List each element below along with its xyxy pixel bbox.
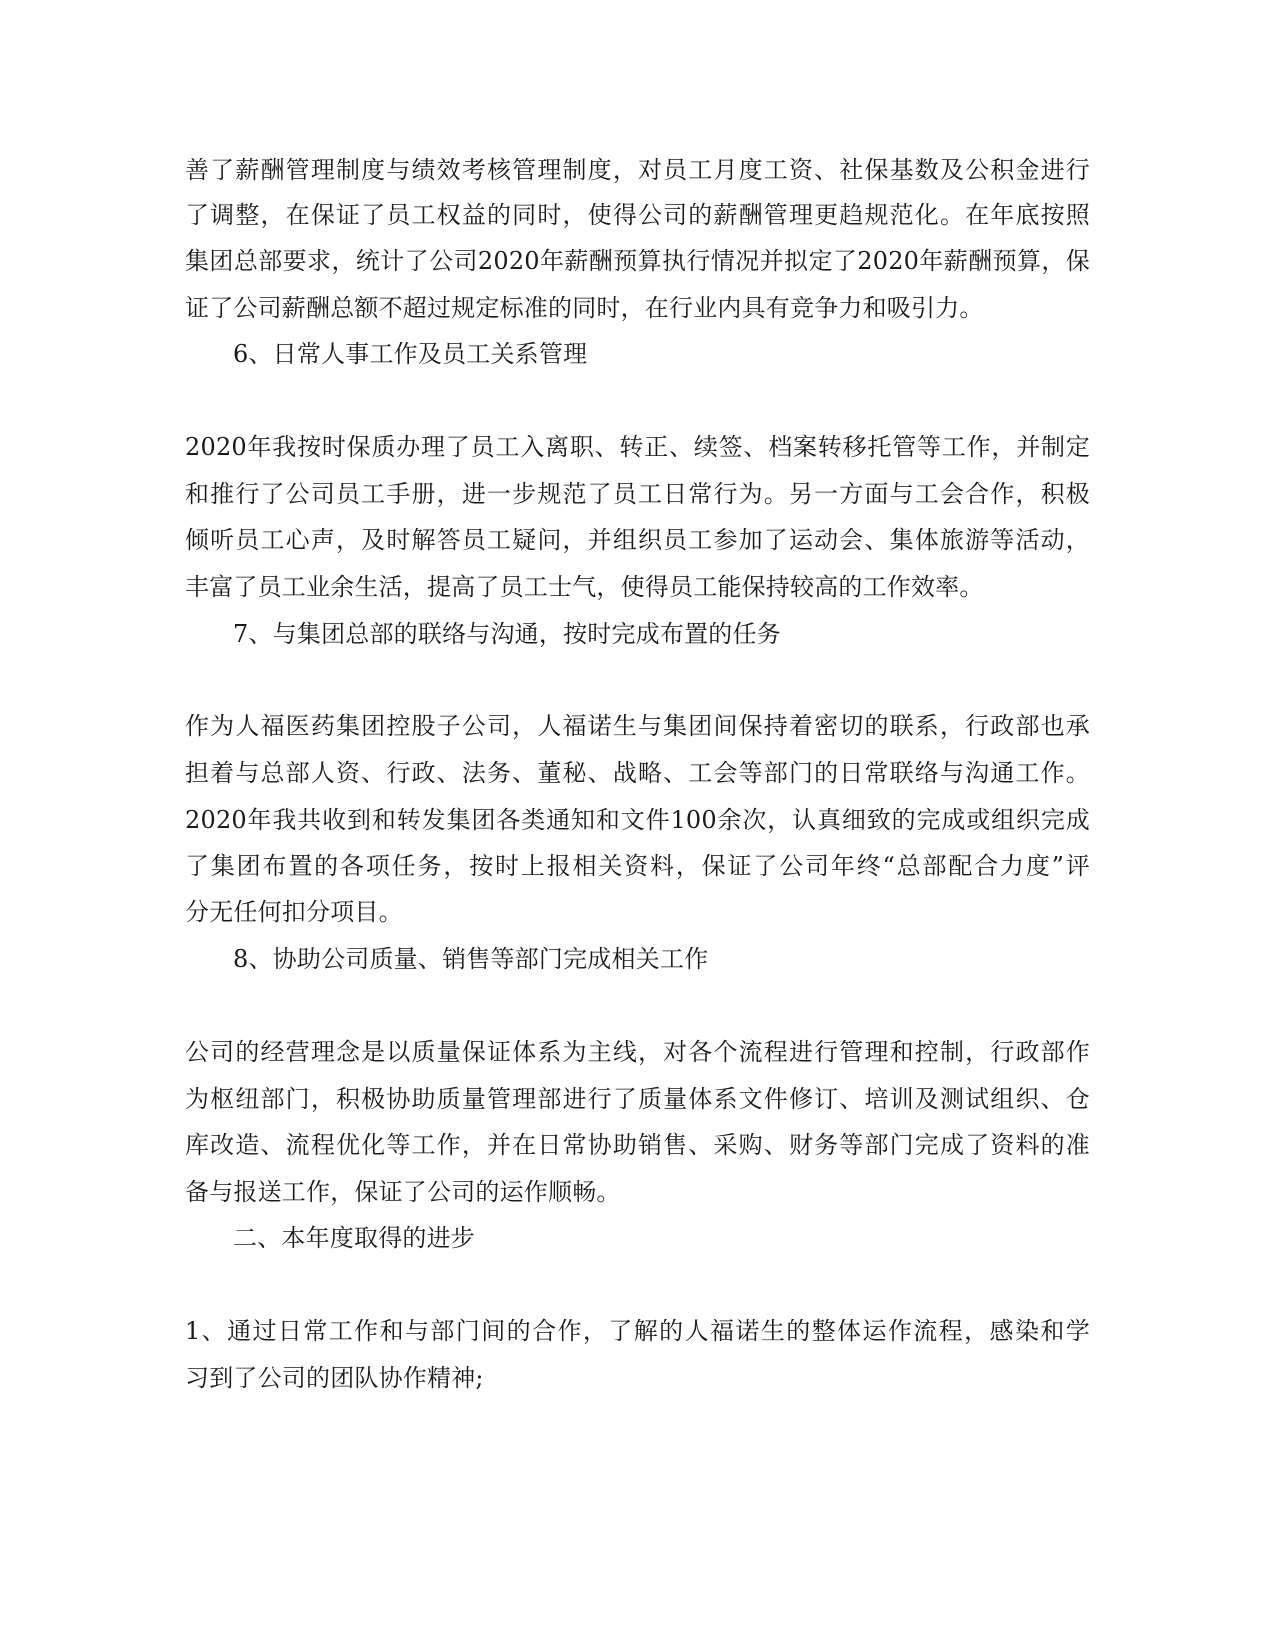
paragraph-line: 公司的经营理念是以质量保证体系为主线，对各个流程进行管理和控制，行政部作 — [185, 1038, 1090, 1066]
section-heading: 二、本年度取得的进步 — [233, 1224, 475, 1252]
paragraph-line: 为枢纽部门，积极协助质量管理部进行了质量体系文件修订、培训及测试组织、仓 — [185, 1085, 1090, 1113]
paragraph-line: 证了公司薪酬总额不超过规定标准的同时，在行业内具有竞争力和吸引力。 — [185, 294, 984, 322]
paragraph-line: 丰富了员工业余生活，提高了员工士气，使得员工能保持较高的工作效率。 — [185, 573, 984, 601]
paragraph-line: 2020年我共收到和转发集团各类通知和文件100余次，认真细致的完成或组织完成 — [185, 806, 1090, 834]
paragraph-line: 善了薪酬管理制度与绩效考核管理制度，对员工月度工资、社保基数及公积金进行 — [185, 156, 1090, 184]
paragraph-line: 担着与总部人资、行政、法务、董秘、战略、工会等部门的日常联络与沟通工作。 — [185, 759, 1090, 787]
section-heading: 6、日常人事工作及员工关系管理 — [233, 340, 588, 368]
section-heading: 7、与集团总部的联络与沟通，按时完成布置的任务 — [233, 620, 781, 648]
paragraph-line: 习到了公司的团队协作精神; — [185, 1364, 484, 1392]
paragraph-line: 作为人福医药集团控股子公司，人福诺生与集团间保持着密切的联系，行政部也承 — [185, 712, 1090, 740]
paragraph-line: 和推行了公司员工手册，进一步规范了员工日常行为。另一方面与工会合作，积极 — [185, 480, 1090, 508]
paragraph-line: 了调整，在保证了员工权益的同时，使得公司的薪酬管理更趋规范化。在年底按照 — [185, 201, 1090, 229]
section-heading: 8、协助公司质量、销售等部门完成相关工作 — [233, 945, 709, 973]
paragraph-line: 集团总部要求，统计了公司2020年薪酬预算执行情况并拟定了2020年薪酬预算，保 — [185, 247, 1090, 275]
paragraph-line: 倾听员工心声，及时解答员工疑问，并组织员工参加了运动会、集体旅游等活动， — [185, 526, 1090, 554]
paragraph-line: 1、通过日常工作和与部门间的合作，了解的人福诺生的整体运作流程，感染和学 — [185, 1317, 1090, 1345]
paragraph-line: 分无任何扣分项目。 — [185, 898, 403, 926]
paragraph-line: 库改造、流程优化等工作，并在日常协助销售、采购、财务等部门完成了资料的准 — [185, 1131, 1090, 1159]
paragraph-line: 2020年我按时保质办理了员工入离职、转正、续签、档案转移托管等工作，并制定 — [185, 433, 1090, 461]
paragraph-line: 了集团布置的各项任务，按时上报相关资料，保证了公司年终“总部配合力度”评 — [185, 852, 1090, 880]
paragraph-line: 备与报送工作，保证了公司的运作顺畅。 — [185, 1178, 621, 1206]
